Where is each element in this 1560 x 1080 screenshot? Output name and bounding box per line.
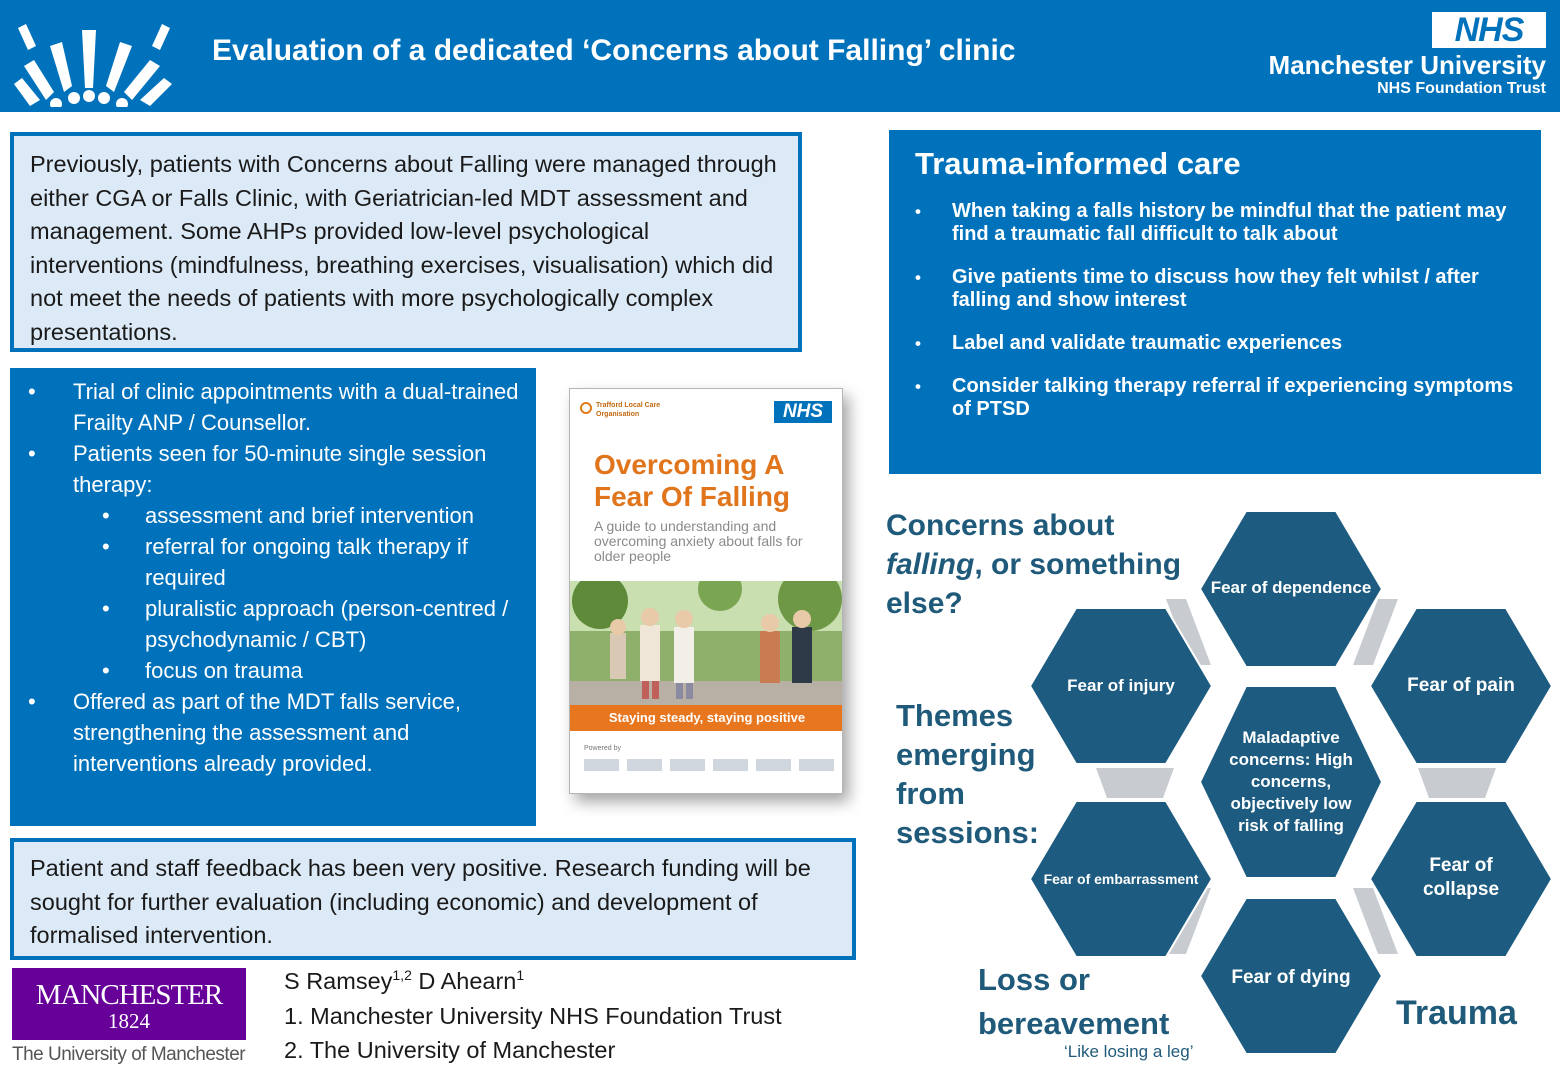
tic-item: • Label and validate traumatic experiences	[915, 332, 1515, 355]
trust-name: Manchester University	[1268, 50, 1546, 80]
hex-label-collapse: Fear of collapse	[1422, 855, 1500, 900]
partner-logo	[713, 759, 748, 771]
heading-line: Loss or	[978, 962, 1090, 997]
leaflet-banner: Staying steady, staying positive	[570, 705, 843, 731]
partner-logos	[584, 755, 834, 775]
nhs-logo: NHS	[1432, 12, 1546, 48]
leaflet-cover-image	[569, 388, 843, 794]
author-affiliation-mark: 1	[516, 967, 525, 984]
partner-logo	[584, 759, 619, 771]
mdt-bullet: • Offered as part of the MDT falls service, strengthening the assessment and interventions already provided.	[26, 686, 526, 779]
leaflet-org: Trafford Local Care Organisation	[596, 402, 661, 418]
trafford-logo-icon	[580, 402, 592, 414]
partner-logo	[756, 759, 791, 771]
tic-item: • Consider talking therapy referral if experiencing symptoms of PTSD	[915, 375, 1515, 421]
uom-caption: The University of Manchester	[12, 1044, 246, 1065]
hex-label-center: Maladaptive concerns: High concerns, objectively low risk of falling	[1229, 728, 1353, 835]
leaflet-subtitle: A guide to understanding and overcoming anxiety about falls for older people	[594, 518, 803, 564]
session-bullet: • Patients seen for 50-minute single session therapy:	[26, 438, 526, 500]
leaflet-title: Overcoming A Fear Of Falling	[594, 449, 791, 512]
session-sub-bullet: • pluralistic approach (person-centred / psychodynamic / CBT)	[26, 593, 526, 655]
tic-item: • When taking a falls history be mindful that the patient may find a traumatic fall difficult to talk about	[915, 200, 1515, 246]
poster-header	[0, 0, 1560, 112]
background-text: Previously, patients with Concerns about Falling were managed through either CGA or Falls Clinic, with Geriatrician-led MDT assessment and management. Some AHPs provided low-level psychological interventions (mindfulness, breathing exercises, visualisation) which did not meet the needs of patients with more psychologically complex presentations.	[30, 151, 777, 345]
sunburst-logo-icon	[10, 12, 180, 107]
heading-line: else?	[886, 587, 963, 620]
heading-emphasis: falling	[886, 548, 975, 581]
connector	[1418, 768, 1496, 798]
session-sub-bullet: • referral for ongoing talk therapy if required	[26, 531, 526, 593]
conclusion-text: Patient and staff feedback has been very positive. Research funding will be sought for further evaluation (including economic) and development of formalised intervention.	[30, 855, 811, 948]
quote-note: ‘Like losing a leg’	[1064, 1042, 1194, 1061]
author-name: D Ahearn	[411, 968, 517, 994]
tic-title: Trauma-informed care	[915, 146, 1241, 181]
authors-block	[284, 964, 782, 1068]
author-affiliation-mark: 1,2	[392, 967, 412, 984]
poster-title: Evaluation of a dedicated ‘Concerns about Falling’ clinic	[212, 34, 1016, 67]
partner-logo	[799, 759, 834, 771]
heading-text: , or something	[974, 548, 1182, 581]
hex-label-dependence: Fear of dependence	[1210, 578, 1372, 597]
background-box	[10, 132, 802, 352]
intervention-box	[10, 368, 536, 826]
uom-year: 1824	[108, 1009, 150, 1033]
older-people-walking-photo	[570, 581, 843, 705]
hex-label-injury: Fear of injury	[1067, 676, 1175, 695]
leaflet-powered-by: Powered by	[584, 745, 621, 752]
heading-line: emerging	[896, 737, 1036, 772]
hex-label-pain: Fear of pain	[1407, 675, 1515, 696]
session-sub-bullet: • assessment and brief intervention	[26, 500, 526, 531]
heading-line: Themes	[896, 698, 1014, 733]
connector	[1096, 768, 1174, 798]
tic-item: • Give patients time to discuss how they felt whilst / after falling and show interest	[915, 266, 1515, 312]
themes-heading	[896, 696, 1039, 852]
author-name: S Ramsey	[284, 968, 393, 994]
heading-line: Concerns about	[886, 509, 1115, 542]
uom-wordmark: MANCHESTER	[35, 979, 223, 1011]
leaflet-nhs-logo: NHS	[774, 401, 832, 423]
heading-line: sessions:	[896, 815, 1040, 850]
session-sub-bullet: • focus on trauma	[26, 655, 526, 686]
trauma-heading: Trauma	[1396, 994, 1517, 1032]
author-line	[284, 964, 782, 999]
affiliation: 1. Manchester University NHS Foundation Trust	[284, 1002, 782, 1029]
hex-label-dying: Fear of dying	[1231, 967, 1351, 988]
affiliation: 2. The University of Manchester	[284, 1037, 616, 1063]
university-of-manchester-logo	[12, 968, 246, 1040]
hex-label-embarrassment: Fear of embarrassment	[1043, 871, 1199, 887]
heading-line: bereavement	[978, 1006, 1170, 1041]
trauma-informed-care-box	[889, 130, 1541, 474]
conclusion-box	[10, 838, 856, 960]
loss-heading	[978, 958, 1169, 1046]
trust-subtitle: NHS Foundation Trust	[1377, 80, 1546, 97]
partner-logo	[670, 759, 705, 771]
trial-bullet: • Trial of clinic appointments with a dual-trained Frailty ANP / Counsellor.	[26, 376, 526, 438]
heading-line: from	[896, 776, 965, 811]
partner-logo	[627, 759, 662, 771]
